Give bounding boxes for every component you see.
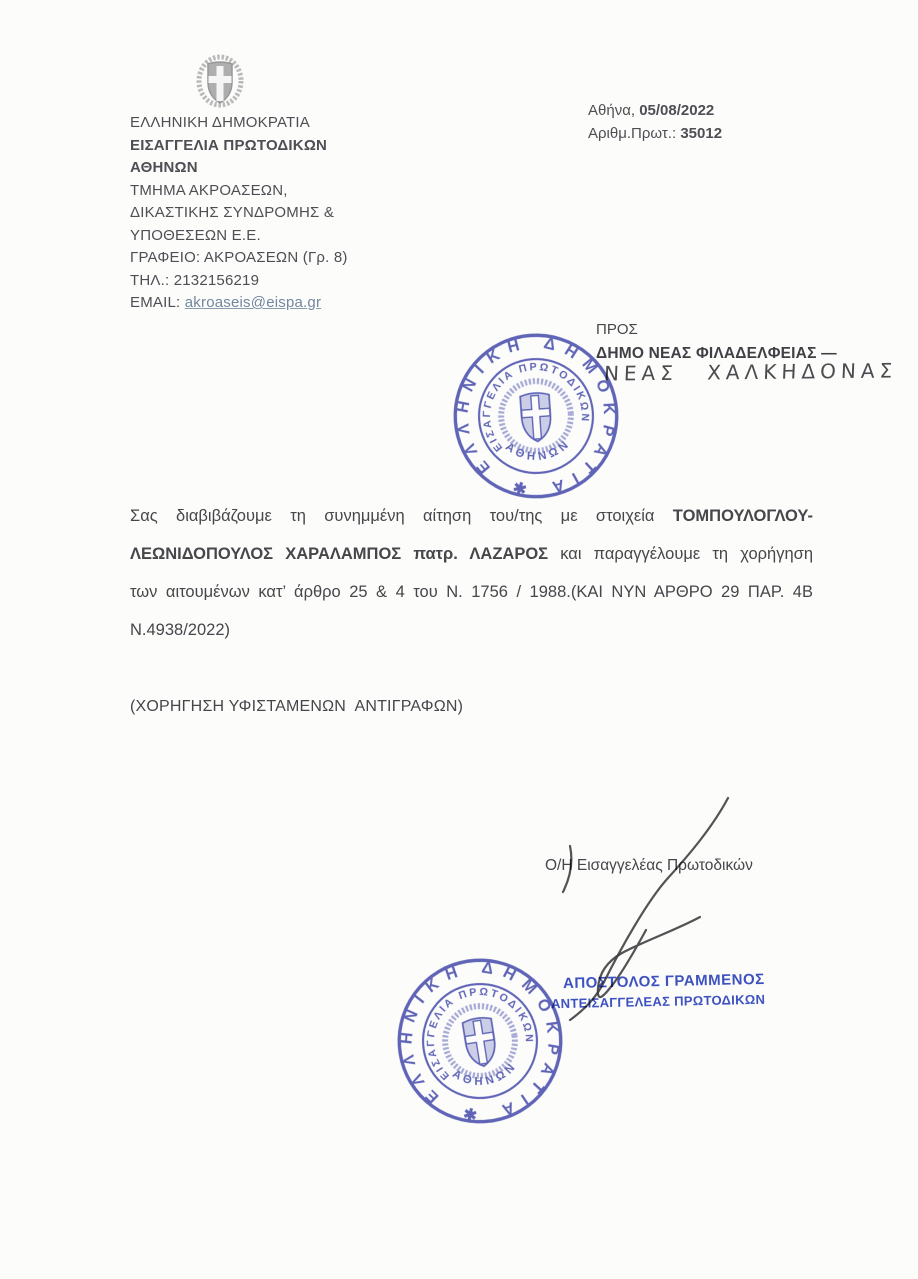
seal-inner-bottom-text: ΑΘΗΝΩΝ xyxy=(450,1059,520,1089)
email-link[interactable]: akroaseis@eispa.gr xyxy=(184,294,322,311)
letterhead-department-1: ΤΜΗΜΑ ΑΚΡΟΑΣΕΩΝ, xyxy=(130,181,288,199)
recipient-name: ΔΗΜΟ ΝΕΑΣ ΦΙΛΑΔΕΛΦΕΙΑΣ — xyxy=(596,344,837,362)
body-text-normal: και παραγγέλουμε τη χορήγηση xyxy=(560,545,813,563)
seal-inner-top-text: ΕΙΣΑΓΓΕΛΙΑ ΠΡΩΤΟΔΙΚΩΝ xyxy=(425,985,536,1083)
letterhead-city: ΑΘΗΝΩΝ xyxy=(130,159,198,176)
body-text-normal: Ν.4938/2022) xyxy=(130,621,230,639)
signature-stroke-flourish xyxy=(598,917,700,997)
body-text-bold: ΤΟΜΠΟΥΛΟΓΛΟΥ- xyxy=(672,507,813,525)
letterhead-republic: ΕΛΛΗΝΙΚΗ ΔΗΜΟΚΡΑΤΙΑ xyxy=(130,114,310,131)
stamped-name: ΑΠΟΣΤΟΛΟΣ ΓΡΑΜΜΕΝΟΣ xyxy=(562,970,765,993)
body-text-bold: ΛΕΩΝΙΔΟΠΟΥΛΟΣ ΧΑΡΑΛΑΜΠΟΣ πατρ. ΛΑΖΑΡΟΣ xyxy=(130,545,549,563)
subject-line: (ΧΟΡΗΓΗΣΗ ΥΦΙΣΤΑΜΕΝΩΝ ΑΝΤΙΓΡΑΦΩΝ) xyxy=(130,698,464,715)
city-label: Αθήνα, xyxy=(588,102,636,119)
protocol-label: Αριθμ.Πρωτ.: xyxy=(588,125,677,142)
letterhead-prosecution: ΕΙΣΑΓΓΕΛΙΑ ΠΡΩΤΟΔΙΚΩΝ xyxy=(130,136,328,154)
signature-stroke-main xyxy=(570,798,728,1020)
seal-outer-text: ΕΛΛΗΝΙΚΗ ΔΗΜΟΚΡΑΤΙΑ ✱ xyxy=(453,333,619,499)
seal-outer-text: ΕΛΛΗΝΙΚΗ ΔΗΜΟΚΡΑΤΙΑ ✱ xyxy=(397,958,563,1124)
recipient-label: ΠΡΟΣ xyxy=(596,321,638,338)
date-value: 05/08/2022 xyxy=(639,102,715,119)
seal-inner-bottom-text: ΑΘΗΝΩΝ xyxy=(503,436,574,464)
body-text-normal: των αιτουμένων κατ’ άρθρο 25 & 4 του Ν. 1756 / 1988.(ΚΑΙ ΝΥΝ ΑΡΘΡΟ 29 ΠΑΡ. 4Β xyxy=(130,583,813,601)
protocol-value: 35012 xyxy=(680,125,723,142)
letterhead-department-3: ΥΠΟΘΕΣΕΩΝ Ε.Ε. xyxy=(130,226,261,244)
signature-stroke-tick xyxy=(563,846,571,892)
letterhead-office: ΓΡΑΦΕΙΟ: ΑΚΡΟΑΣΕΩΝ (Γρ. 8) xyxy=(130,249,348,266)
letterhead-department-2: ΔΙΚΑΣΤΙΚΗΣ ΣΥΝΔΡΟΜΗΣ & xyxy=(130,204,335,221)
handwritten-annotation: ΝΕΑΣ ΧΑΛΚΗΔΟΝΑΣ xyxy=(603,358,898,386)
letterhead-phone: ΤΗΛ.: 2132156219 xyxy=(130,271,260,289)
seal-inner-top-text: ΕΙΣΑΓΓΕΛΙΑ ΠΡΩΤΟΔΙΚΩΝ xyxy=(480,360,592,454)
email-label: EMAIL: xyxy=(130,294,181,311)
stamped-role: ΑΝΤΕΙΣΑΓΓΕΛΕΑΣ ΠΡΩΤΟΔΙΚΩΝ xyxy=(550,991,766,1012)
signatory-title: Ο/Η Εισαγγελέας Πρωτοδικών xyxy=(545,857,753,874)
body-text-normal: Σας διαβιβάζουμε τη συνημμένη αίτηση του/της με στοιχεία xyxy=(130,507,655,525)
